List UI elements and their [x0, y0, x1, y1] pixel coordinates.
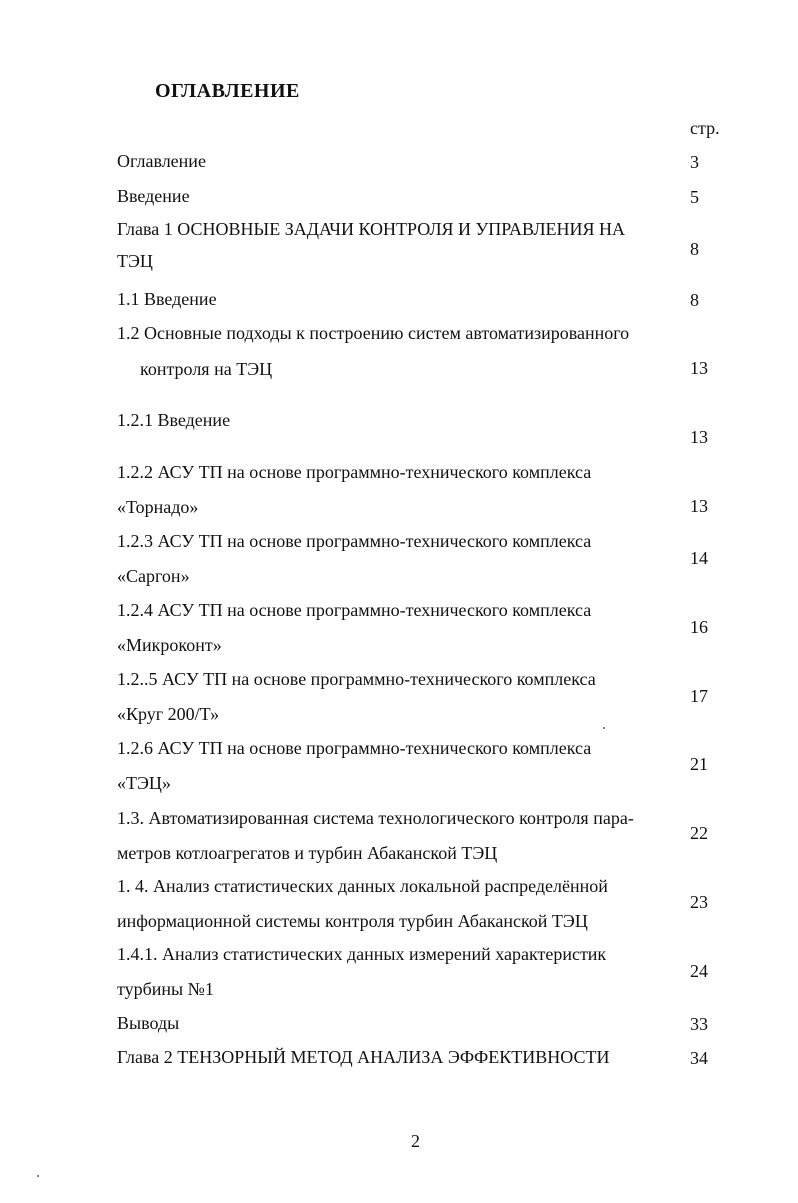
footer-page-number: 2: [411, 1131, 420, 1151]
toc-entry-line: «Микроконт»: [117, 635, 222, 655]
toc-entry-line: 1.2..5 АСУ ТП на основе программно-технического комплекса: [117, 669, 596, 689]
scan-speck: [37, 1175, 39, 1177]
toc-entry-line: 1.2.1 Введение: [117, 410, 231, 430]
toc-entry-page: 8: [690, 239, 699, 259]
page-column-label: стр.: [690, 118, 720, 138]
toc-entry-page: 13: [690, 358, 708, 378]
toc-entry-line: 1. 4. Анализ статистических данных локальной распределённой: [117, 876, 608, 896]
toc-entry-page: 23: [690, 892, 708, 912]
toc-entry-line: турбины №1: [117, 979, 214, 999]
toc-entry-page: 13: [690, 427, 708, 447]
toc-entry-line: «Торнадо»: [117, 497, 199, 517]
toc-entry-line: 1.3. Автоматизированная система технологического контроля пара-: [117, 808, 634, 828]
toc-entry-title: [117, 213, 687, 277]
toc-entry-title: [117, 732, 687, 799]
toc-entry-page: 13: [690, 496, 708, 516]
toc-entry-line: «ТЭЦ»: [117, 773, 171, 793]
toc-entry-line: Оглавление: [117, 151, 206, 171]
toc-entry-line: информационной системы контроля турбин Абаканской ТЭЦ: [117, 911, 588, 931]
toc-entry-page: 17: [690, 686, 708, 706]
toc-entry-title: [117, 802, 687, 869]
toc-entry-line: ТЭЦ: [117, 251, 153, 271]
toc-entry-line: 1.2 Основные подходы к построению систем автоматизированного: [117, 323, 630, 343]
toc-entry-line: контроля на ТЭЦ: [140, 359, 273, 379]
toc-entry-title: [117, 663, 687, 730]
toc-entry-title: [117, 317, 687, 385]
toc-entry-line: 1.1 Введение: [117, 289, 217, 309]
toc-entry-title: [117, 1041, 687, 1073]
toc-entry-page: 24: [690, 961, 708, 981]
toc-entry-line: метров котлоагрегатов и турбин Абаканской ТЭЦ: [117, 843, 498, 863]
toc-entry-page: 3: [690, 152, 699, 172]
toc-entry-title: [117, 938, 687, 1005]
toc-entry-page: 8: [690, 290, 699, 310]
toc-entry-page: 34: [690, 1048, 708, 1068]
toc-entry-title: [117, 180, 687, 212]
toc-entry-page: 14: [690, 548, 708, 568]
toc-entry-line: Выводы: [117, 1013, 180, 1033]
toc-entry-line: 1.2.2 АСУ ТП на основе программно-технического комплекса: [117, 462, 592, 482]
toc-entry-line: 1.4.1. Анализ статистических данных измерений характеристик: [117, 944, 607, 964]
toc-entry-title: [117, 870, 687, 937]
toc-heading: ОГЛАВЛЕНИЕ: [155, 80, 300, 102]
toc-entry-line: 1.2.4 АСУ ТП на основе программно-технического комплекса: [117, 600, 592, 620]
toc-entry-title: [117, 145, 687, 177]
toc-entry-line: Введение: [117, 186, 190, 206]
toc-entry-title: [117, 404, 687, 436]
toc-entry-title: [117, 1007, 687, 1039]
toc-entry-line: 1.2.3 АСУ ТП на основе программно-технического комплекса: [117, 531, 592, 551]
toc-entry-page: 16: [690, 617, 708, 637]
scan-speck: [603, 727, 605, 729]
toc-entry-title: [117, 456, 687, 523]
toc-entry-title: [117, 283, 687, 315]
toc-entry-page: 21: [690, 754, 708, 774]
toc-entry-line: 1.2.6 АСУ ТП на основе программно-технического комплекса: [117, 738, 592, 758]
toc-entry-title: [117, 594, 687, 661]
toc-entry-line: «Саргон»: [117, 566, 190, 586]
toc-entry-line: «Круг 200/Т»: [117, 704, 220, 724]
toc-entry-page: 22: [690, 823, 708, 843]
toc-entry-page: 33: [690, 1014, 708, 1034]
toc-entry-line: Глава 1 ОСНОВНЫЕ ЗАДАЧИ КОНТРОЛЯ И УПРАВЛЕНИЯ НА: [117, 219, 626, 239]
toc-entry-line: Глава 2 ТЕНЗОРНЫЙ МЕТОД АНАЛИЗА ЭФФЕКТИВНОСТИ: [117, 1047, 610, 1067]
toc-entry-page: 5: [690, 187, 699, 207]
toc-entry-title: [117, 525, 687, 592]
